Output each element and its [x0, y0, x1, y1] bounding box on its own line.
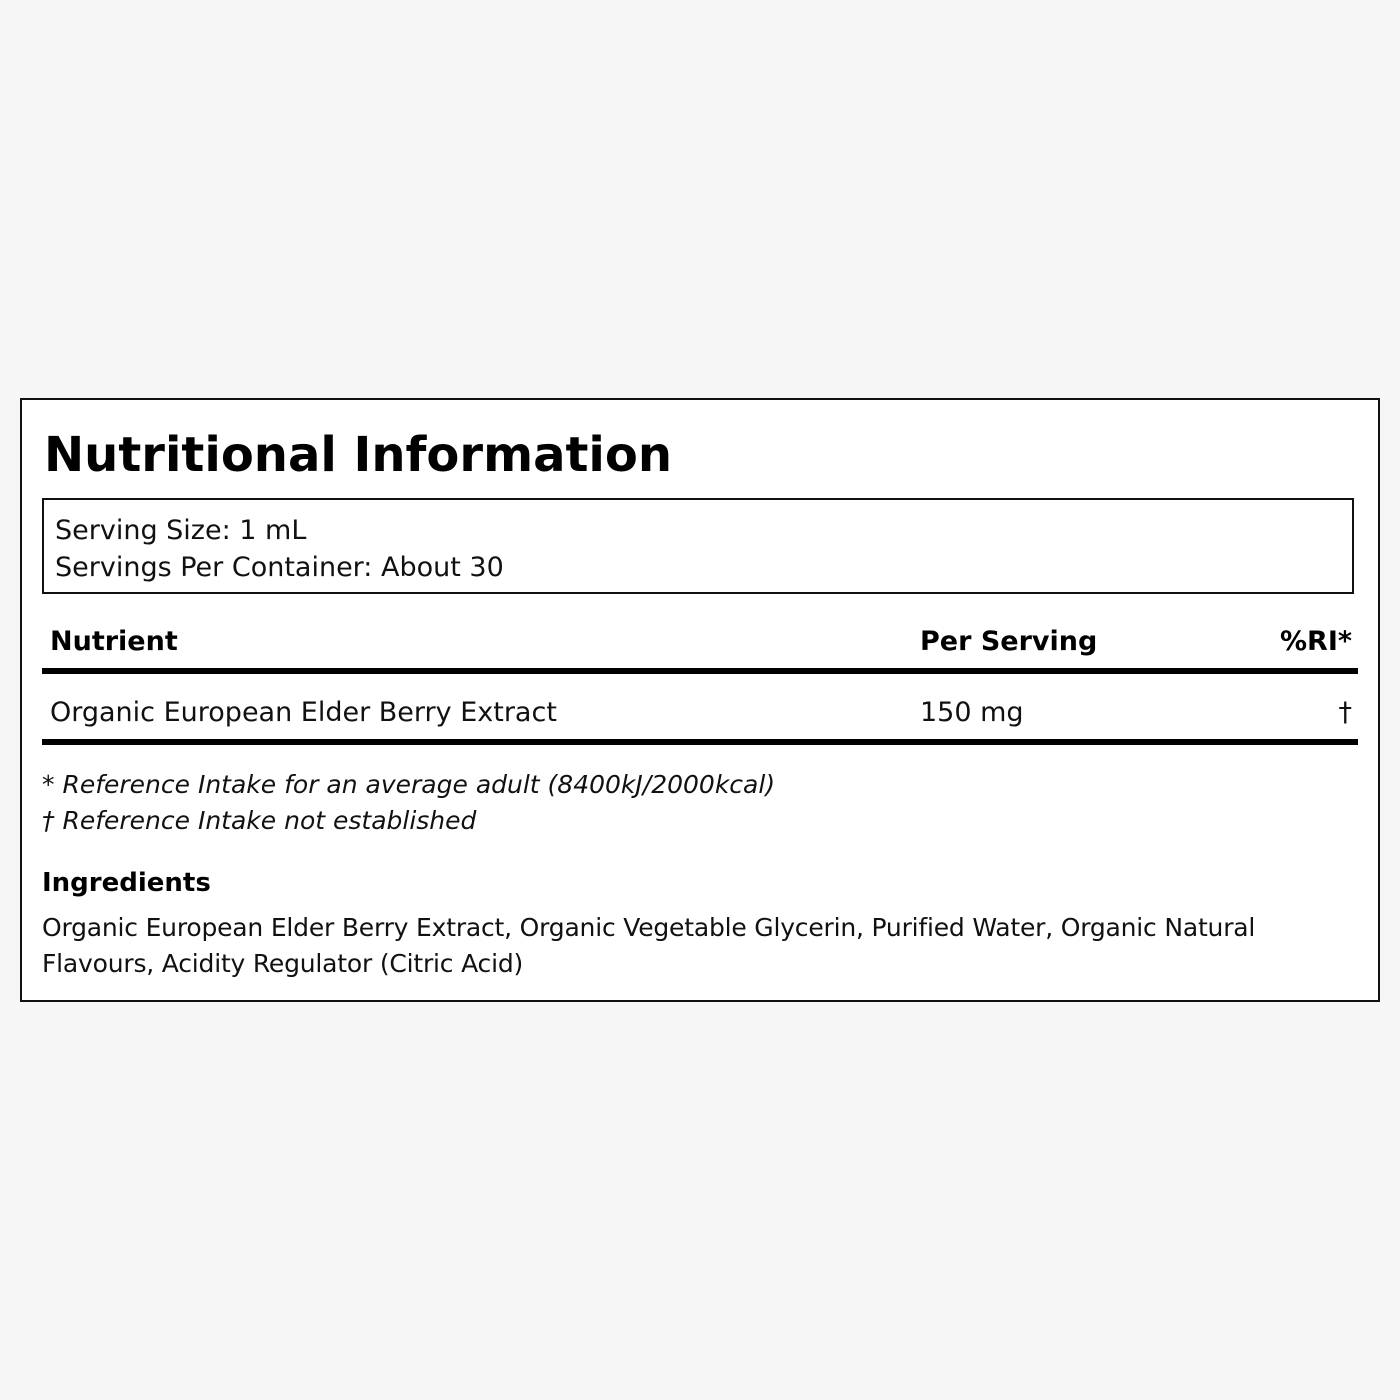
header-per-serving: Per Serving [920, 626, 1098, 657]
label-title: Nutritional Information [44, 427, 673, 483]
ingredients-text: Organic European Elder Berry Extract, Organic Vegetable Glycerin, Purified Water, Organic Natural Flavours, Acidity Regulator (Citric Acid) [42, 913, 1256, 978]
table-bottom-divider [42, 739, 1358, 745]
header-nutrient: Nutrient [50, 626, 178, 657]
ingredients-heading: Ingredients [42, 868, 211, 898]
footnote-not-established: † Reference Intake not established [42, 806, 477, 835]
serving-size: Serving Size: 1 mL [55, 515, 307, 546]
row-ri: † [1338, 697, 1352, 728]
nutrition-label-panel [20, 398, 1380, 1002]
servings-per-container: Servings Per Container: About 30 [55, 552, 504, 583]
row-nutrient-name: Organic European Elder Berry Extract [50, 697, 557, 728]
row-per-serving: 150 mg [920, 697, 1024, 728]
serving-info-box [42, 498, 1354, 594]
footnote-reference-intake: * Reference Intake for an average adult (8400kJ/2000kcal) [42, 770, 776, 799]
header-divider [42, 668, 1358, 674]
header-ri: %RI* [1279, 626, 1352, 657]
